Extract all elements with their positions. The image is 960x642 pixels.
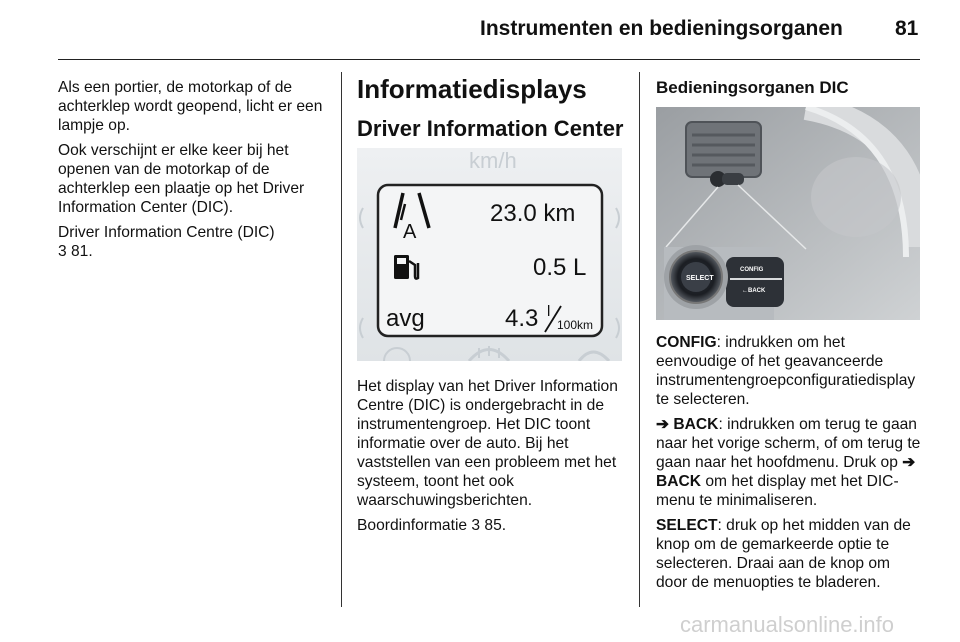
dic-display-drawing xyxy=(357,148,622,361)
header-rule xyxy=(58,59,920,60)
back-description: : indrukken om terug te gaan naar het vorige scherm, of om terug te gaan naar het hoofdmenu. Druk op xyxy=(656,416,921,471)
dic-reference-text: Driver Information Centre (DIC) xyxy=(58,224,275,241)
kmh-label: km/h xyxy=(469,148,517,173)
select-description: : druk op het midden van de knop om de gemarkeerde optie te selecteren. Draai aan de knop om door de menuopties te bladeren. xyxy=(656,517,911,591)
section-heading: Informatiedisplays xyxy=(357,74,587,104)
svg-text:A: A xyxy=(403,221,417,243)
column-3 xyxy=(656,77,922,99)
back-description-end: om het display met het DIC-menu te minimaliseren. xyxy=(656,473,899,509)
paragraph-door-lamp: Als een portier, de motorkap of de achterklep wordt geopend, licht er een lampje op. xyxy=(58,79,323,134)
dic-controls-figure xyxy=(656,107,920,320)
fuel-used-value: 0.5 L xyxy=(533,254,587,281)
paragraph-dic-reference xyxy=(58,223,330,261)
back-term-inline: ➔ BACK xyxy=(656,454,916,490)
column-2 xyxy=(357,74,625,142)
running-header-title: Instrumenten en bedieningsorganen xyxy=(480,17,843,40)
average-label: avg xyxy=(386,305,425,332)
column-1 xyxy=(58,78,330,267)
unit-100km: 100km xyxy=(557,318,594,332)
back-button-label: ←BACK xyxy=(742,288,766,294)
paragraph-back xyxy=(656,415,922,510)
paragraph-boordinformatie-reference: Boordinformatie 3 85. xyxy=(357,517,507,534)
paragraph-config xyxy=(656,333,922,409)
dic-controls-heading: Bedieningsorganen DIC xyxy=(656,78,849,97)
trip-distance-value: 23.0 km xyxy=(490,200,576,227)
column-2-text xyxy=(357,377,627,541)
paragraph-dic-description: Het display van het Driver Information Centre (DIC) is ondergebracht in de instrumentengroep. Het DIC toont informatie over de auto. Bij het vaststellen van een probleem met het systeem, toont het ook waarschuwingsberichten. xyxy=(357,378,618,509)
config-button-label: CONFIG xyxy=(740,267,764,273)
average-consumption-value: 4.3 xyxy=(505,305,539,332)
dic-display-figure xyxy=(357,148,622,361)
paragraph-select xyxy=(656,516,922,592)
page-reference-link[interactable]: 3 81. xyxy=(58,243,93,260)
select-button-label: SELECT xyxy=(686,275,714,282)
subsection-heading: Driver Information Center xyxy=(357,116,624,141)
unit-litre: l xyxy=(547,303,551,320)
select-term: SELECT xyxy=(656,517,718,534)
dic-controls-drawing xyxy=(656,107,920,320)
page-number: 81 xyxy=(895,17,919,40)
column-divider-2 xyxy=(639,72,640,607)
paragraph-dic-image: Ook verschijnt er elke keer bij het openen van de motorkap of de achterklep een plaatje op het Driver Information Center (DIC). xyxy=(58,142,305,216)
column-3-text xyxy=(656,333,922,598)
back-term: ➔ BACK xyxy=(656,416,719,433)
column-divider-1 xyxy=(341,72,342,607)
config-description: : indrukken om het eenvoudige of het geavanceerde instrumentengroepconfiguratiedisplay te selecteren. xyxy=(656,334,916,408)
config-term: CONFIG xyxy=(656,334,717,351)
watermark: carmanualsonline.info xyxy=(680,612,895,637)
